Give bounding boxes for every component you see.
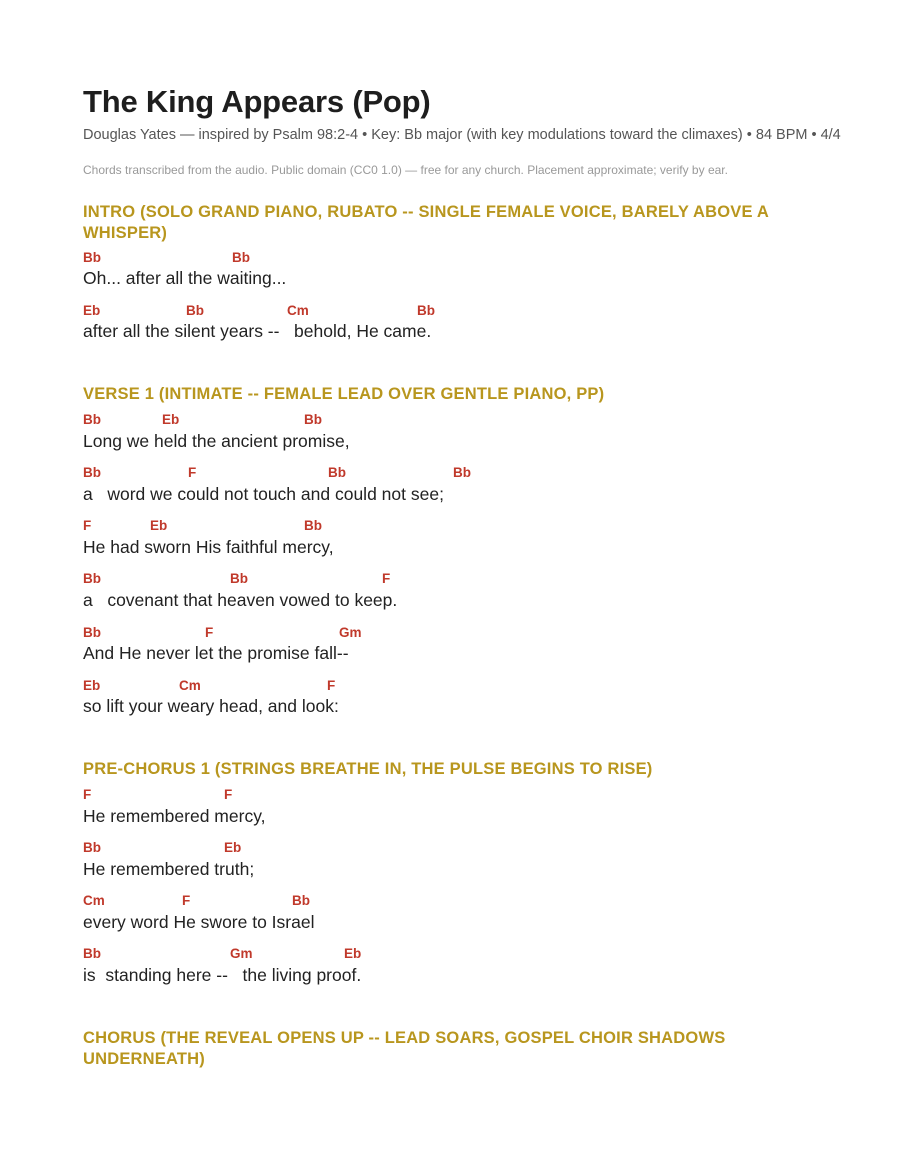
chord: Bb bbox=[304, 412, 322, 427]
section-heading-chorus: CHORUS (THE REVEAL OPENS UP -- LEAD SOARS, GOSPEL CHOIR SHADOWS UNDERNEATH) bbox=[83, 1029, 726, 1068]
chord: Bb bbox=[232, 250, 250, 265]
chord: Bb bbox=[186, 303, 204, 318]
lyric-line: And He never let the promise fall-- bbox=[83, 643, 349, 663]
chord: Bb bbox=[453, 465, 471, 480]
chord: Bb bbox=[83, 571, 101, 586]
chord-row bbox=[83, 678, 843, 694]
chord: Eb bbox=[224, 840, 242, 855]
chord: Bb bbox=[292, 893, 310, 908]
chord: F bbox=[224, 787, 233, 802]
chord: Bb bbox=[83, 465, 101, 480]
chord-row bbox=[83, 518, 843, 534]
chord-row bbox=[83, 571, 843, 587]
chord: F bbox=[182, 893, 191, 908]
chord: Bb bbox=[83, 625, 101, 640]
section-heading-verse-1: VERSE 1 (INTIMATE -- FEMALE LEAD OVER GENTLE PIANO, PP) bbox=[83, 385, 605, 403]
lyric-line: He remembered mercy, bbox=[83, 806, 266, 826]
chord: Bb bbox=[328, 465, 346, 480]
chord: Bb bbox=[304, 518, 322, 533]
chord: Eb bbox=[344, 946, 362, 961]
chord: Bb bbox=[83, 412, 101, 427]
chord: F bbox=[382, 571, 391, 586]
chord-row bbox=[83, 465, 843, 481]
chord: Cm bbox=[83, 893, 105, 908]
chord-row bbox=[83, 412, 843, 428]
chord-row bbox=[83, 840, 843, 856]
chord: Bb bbox=[83, 250, 101, 265]
lyric-line: after all the silent years -- behold, He came. bbox=[83, 321, 432, 341]
chord: F bbox=[327, 678, 336, 693]
chord: Bb bbox=[417, 303, 435, 318]
lyric-line: Long we held the ancient promise, bbox=[83, 431, 350, 451]
chord: Gm bbox=[339, 625, 362, 640]
chord: Eb bbox=[83, 678, 101, 693]
chord: Eb bbox=[162, 412, 180, 427]
chord: Bb bbox=[83, 840, 101, 855]
section-heading-intro: INTRO (SOLO GRAND PIANO, RUBATO -- SINGLE FEMALE VOICE, BARELY ABOVE A WHISPER) bbox=[83, 203, 769, 242]
lyric-line: a word we could not touch and could not see; bbox=[83, 484, 444, 504]
chord-row bbox=[83, 625, 843, 641]
chord: F bbox=[83, 787, 92, 802]
chord-row bbox=[83, 250, 843, 266]
chord: Bb bbox=[83, 946, 101, 961]
chord-row bbox=[83, 893, 843, 909]
chord: Cm bbox=[179, 678, 201, 693]
chord: Cm bbox=[287, 303, 309, 318]
chord-row bbox=[83, 946, 843, 962]
lyric-line: He had sworn His faithful mercy, bbox=[83, 537, 334, 557]
song-meta: Douglas Yates — inspired by Psalm 98:2-4 • Key: Bb major (with key modulations toward the climaxes) • 84 BPM • 4/4 bbox=[83, 127, 841, 143]
transcription-note: Chords transcribed from the audio. Public domain (CC0 1.0) — free for any church. Placement approximate; verify by ear. bbox=[83, 163, 728, 177]
lyric-line: every word He swore to Israel bbox=[83, 912, 315, 932]
lyric-line: a covenant that heaven vowed to keep. bbox=[83, 590, 398, 610]
chord: Eb bbox=[83, 303, 101, 318]
chord: F bbox=[205, 625, 214, 640]
chord: Eb bbox=[150, 518, 168, 533]
lyric-line: Oh... after all the waiting... bbox=[83, 268, 287, 288]
lyric-line: He remembered truth; bbox=[83, 859, 255, 879]
chord-row bbox=[83, 787, 843, 803]
chord: Bb bbox=[230, 571, 248, 586]
section-heading-pre-chorus-1: PRE-CHORUS 1 (STRINGS BREATHE IN, THE PULSE BEGINS TO RISE) bbox=[83, 760, 653, 778]
lyric-line: so lift your weary head, and look: bbox=[83, 696, 339, 716]
song-title: The King Appears (Pop) bbox=[83, 84, 431, 119]
chord-row bbox=[83, 303, 843, 319]
chord: F bbox=[83, 518, 92, 533]
chord: Gm bbox=[230, 946, 253, 961]
chord: F bbox=[188, 465, 197, 480]
lyric-line: is standing here -- the living proof. bbox=[83, 965, 362, 985]
